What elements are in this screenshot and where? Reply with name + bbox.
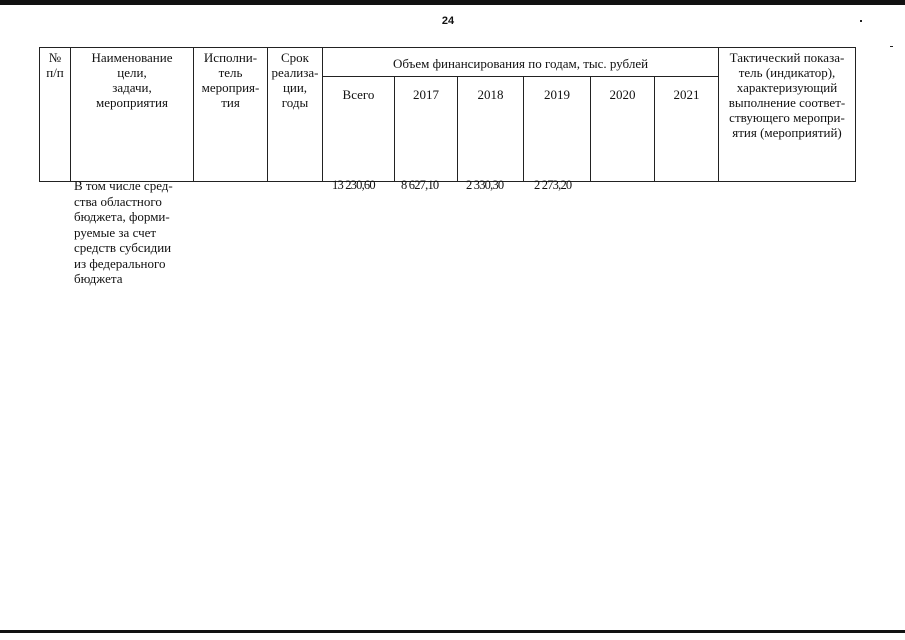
page-number: 24 bbox=[441, 15, 455, 27]
header-term: Срок реализа- ции, годы bbox=[268, 48, 323, 182]
header-total: Всего bbox=[323, 77, 395, 182]
header-year-2019: 2019 bbox=[524, 77, 591, 182]
page-bottom-rule bbox=[0, 630, 905, 633]
header-year-2021: 2021 bbox=[655, 77, 719, 182]
header-num: № п/п bbox=[40, 48, 71, 182]
header-indicator: Тактический показа- тель (индикатор), характеризующий выполнение соответ- ствующего меропри- ятия (мероприятий) bbox=[719, 48, 856, 182]
header-executor: Исполни- тель мероприя- тия bbox=[194, 48, 268, 182]
header-year-2018: 2018 bbox=[458, 77, 524, 182]
header-name: Наименование цели, задачи, мероприятия bbox=[71, 48, 194, 182]
header-table bbox=[39, 47, 856, 182]
header-year-2020: 2020 bbox=[591, 77, 655, 182]
row-2017-value: 8 627,10 bbox=[401, 178, 439, 192]
row-total-value: 13 230,60 bbox=[332, 178, 375, 192]
header-year-2017: 2017 bbox=[395, 77, 458, 182]
page-top-rule bbox=[0, 0, 905, 5]
row-name: В том числе сред- ства областного бюджета, форми- руемые за счет средств субсидии из федерального бюджета bbox=[74, 178, 173, 286]
scan-speck bbox=[890, 46, 893, 47]
row-2019-value: 2 273,20 bbox=[534, 178, 572, 192]
scan-speck bbox=[860, 20, 862, 22]
row-2018-value: 2 330,30 bbox=[466, 178, 504, 192]
header-funding-title: Объем финансирования по годам, тыс. рублей bbox=[323, 48, 719, 77]
